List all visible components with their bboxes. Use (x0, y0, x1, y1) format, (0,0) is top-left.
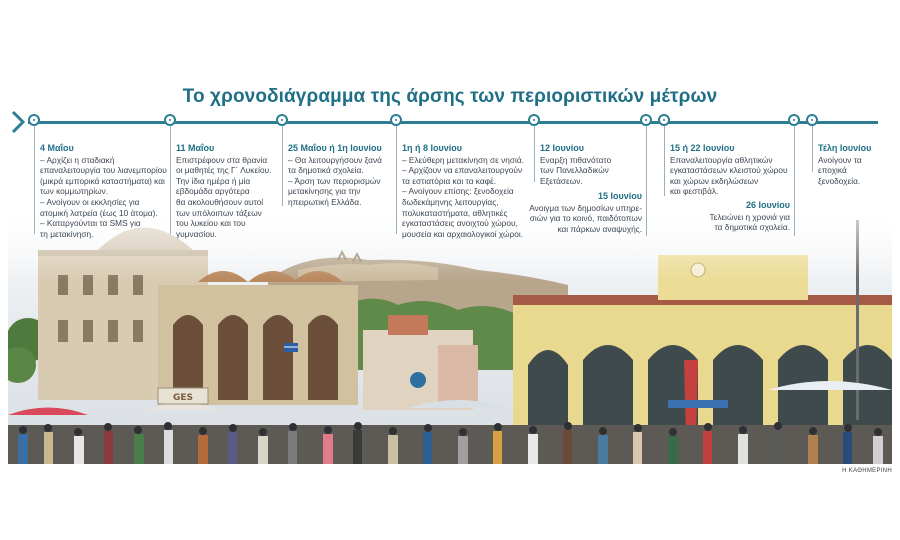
timeline-marker-1 (28, 114, 40, 126)
milestone-5 (540, 143, 640, 186)
milestone-text: Τελειώνει η χρονιά για τα δημοτικά σχολεία. (709, 211, 790, 233)
milestone-2 (176, 143, 281, 239)
connector-line (812, 126, 813, 172)
milestone-text: Ανοίγουν τα εποχικά ξενοδοχεία. (818, 154, 862, 186)
milestone-date: 25 Μαΐου ή 1η Ιουνίου (288, 143, 382, 153)
shop-sign: GES (172, 393, 194, 403)
milestone-text: Ανοιγμα των δημοσίων υπηρε- σιών για το κοινό, παιδότοπων και πάρκων αναψυχής. (529, 202, 642, 234)
timeline-marker-5 (528, 114, 540, 126)
connector-line (34, 126, 35, 234)
milestone-date: 4 Μαΐου (40, 143, 74, 153)
milestone-9 (818, 143, 892, 186)
milestone-3 (288, 143, 396, 208)
timeline-marker-2 (164, 114, 176, 126)
connector-line (170, 126, 171, 234)
connector-line (664, 126, 665, 196)
connector-line (534, 126, 535, 182)
milestone-text: Εναρξη πιθανότατο των Πανελλαδικών Εξετάσεων. (540, 154, 612, 186)
milestone-date: 26 Ιουνίου (746, 200, 790, 210)
timeline-arrow-icon (11, 110, 27, 134)
milestone-6 (508, 191, 642, 234)
connector-line (794, 126, 795, 236)
timeline-marker-4 (390, 114, 402, 126)
connector-line (646, 126, 647, 236)
infographic-title: Το χρονοδιάγραμμα της άρσης των περιοριστικών μέτρων (182, 86, 718, 107)
connector-line (396, 126, 397, 234)
publisher-credit: Η ΚΑΘΗΜΕΡΙΝΗ (842, 468, 892, 474)
timeline-marker-8 (788, 114, 800, 126)
milestone-date: 12 Ιουνίου (540, 143, 584, 153)
connector-line (282, 126, 283, 206)
milestone-date: 15 ή 22 Ιουνίου (670, 143, 735, 153)
milestone-text: – Ελεύθερη μετακίνηση σε νησιά. – Αρχίζουν να επαναλειτουργούν τα εστιατόρια και τα καφέ. – Ανοίγουν επίσης: ξενοδοχεία δωδεκάμηνης λειτουργίας, πολυκαταστήματα, αθλητικές εγκαταστάσεις ανοιχτού χώρου, μουσεία και αρχαιολογικοί χώροι. (402, 154, 524, 239)
milestone-text: Επιστρέφουν στα θρανία οι μαθητές της Γ΄ Λυκείου. Την ίδια ημέρα ή μία εβδομάδα αργότερα θα ακολουθήσουν αυτοί των υπόλοιπων τάξεων του λυκείου και του γυμνασίου. (176, 154, 272, 239)
timeline-marker-3 (276, 114, 288, 126)
milestone-date: 15 Ιουνίου (598, 191, 642, 201)
milestone-date: Τέλη Ιουνίου (818, 143, 872, 153)
timeline-panel (8, 110, 892, 464)
timeline-axis (28, 121, 878, 124)
timeline-marker-6 (640, 114, 652, 126)
milestone-text: – Αρχίζει η σταδιακή επαναλειτουργία του λιανεμπορίου (μικρά εμπορικά καταστήματα) και των κομμωτηρίων. – Ανοίγουν οι εκκλησίες για ατομική λατρεία (έως 10 άτομα). – Καταργούνται τα SMS για τη μετακίνηση. (40, 154, 167, 239)
timeline-marker-9 (806, 114, 818, 126)
milestone-text: – Θα λειτουργήσουν ξανά τα δημοτικά σχολεία. – Άρση των περιορισμών μετακίνησης για την ηπειρωτική Ελλάδα. (288, 154, 382, 207)
milestone-7 (670, 143, 794, 197)
milestone-8 (688, 200, 790, 233)
milestone-1 (40, 143, 168, 239)
milestone-date: 11 Μαΐου (176, 143, 215, 153)
milestone-text: Επαναλειτουργία αθλητικών εγκαταστάσεων κλειστού χώρου και χώρων εκδηλώσεων και φεστιβάλ. (670, 154, 788, 197)
milestone-date: 1η ή 8 Ιουνίου (402, 143, 462, 153)
timeline-marker-7 (658, 114, 670, 126)
